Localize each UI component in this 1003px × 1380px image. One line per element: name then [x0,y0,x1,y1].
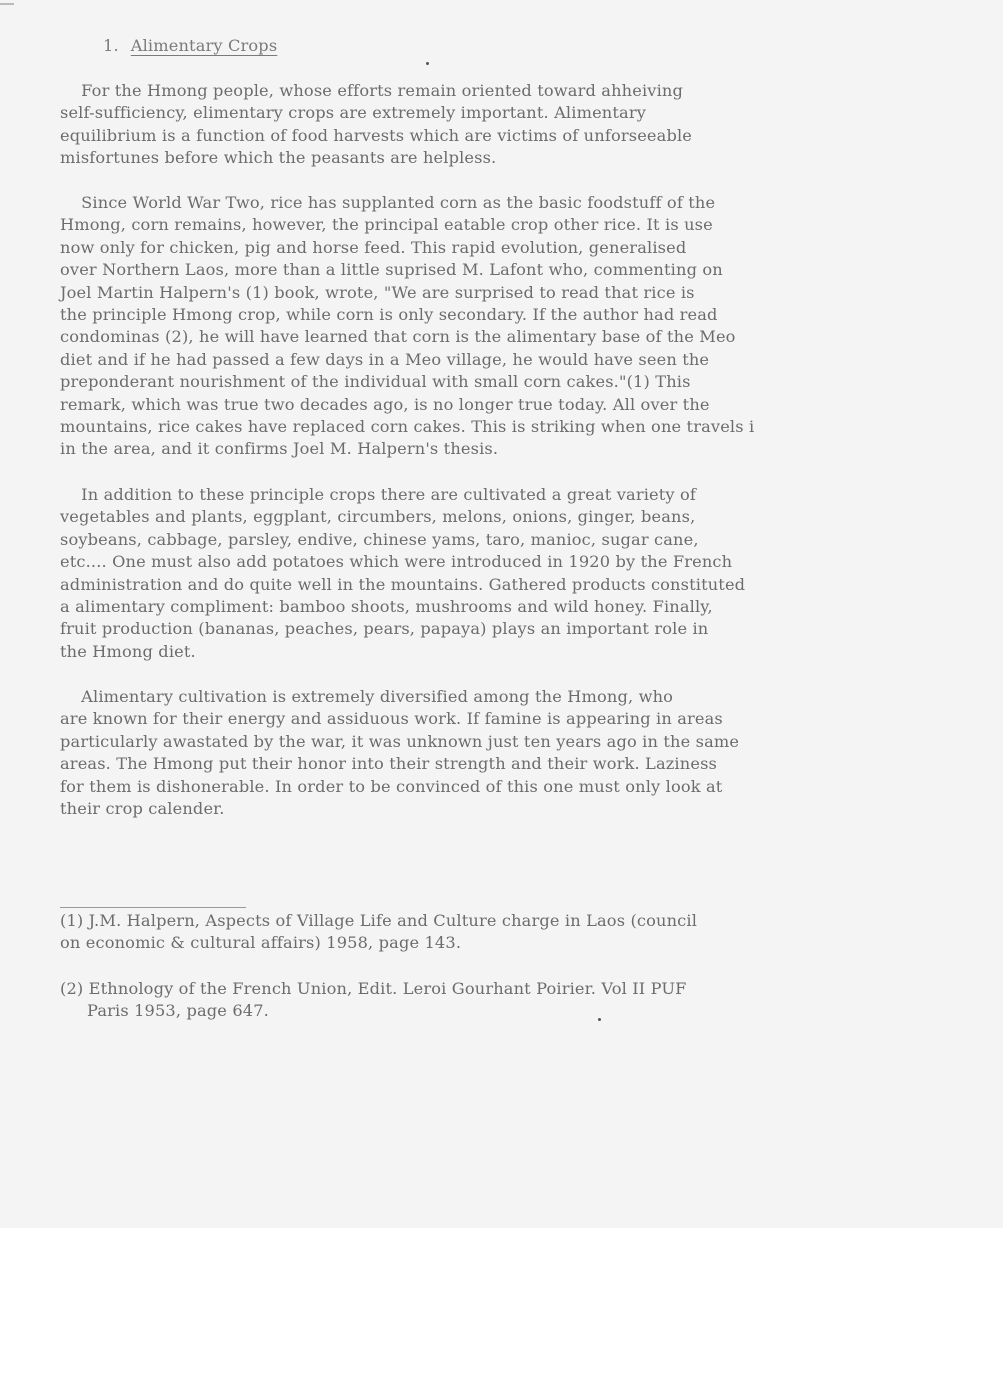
text-line: in the area, and it confirms Joel M. Halpern's thesis. [60,439,499,459]
text-line: vegetables and plants, eggplant, circumbers, melons, onions, ginger, beans, [60,507,696,527]
text-line: remark, which was true two decades ago, is no longer true today. All over the [60,394,710,414]
text-line: are known for their energy and assiduous work. If famine is appearing in areas [60,709,723,729]
footnote-line: Paris 1953, page 647. [87,1001,269,1021]
text-line: the principle Hmong crop, while corn is only secondary. If the author had read [60,305,718,325]
section-heading [103,35,277,57]
scan-speck [426,62,429,65]
footnote-line: (1) J.M. Halpern, Aspects of Village Life and Culture charge in Laos (council [60,911,698,930]
paragraph-3 [60,484,745,663]
text-line: Alimentary cultivation is extremely diversified among the Hmong, who [60,687,674,706]
text-line: particularly awastated by the war, it was unknown just ten years ago in the same [60,731,740,751]
footnote-2 [60,978,687,1023]
text-line: Hmong, corn remains, however, the principal eatable crop other rice. It is use [60,215,713,235]
section-title: Alimentary Crops [130,36,278,55]
text-line: the Hmong diet. [60,641,196,661]
text-line: etc.... One must also add potatoes which were introduced in 1920 by the French [60,552,733,572]
text-line: equilibrium is a function of food harvests which are victims of unforseeable [60,125,693,145]
text-line: self-sufficiency, elimentary crops are extremely important. Alimentary [60,103,647,123]
text-line: a alimentary compliment: bamboo shoots, mushrooms and wild honey. Finally, [60,597,713,617]
text-line: Joel Martin Halpern's (1) book, wrote, "We are surprised to read that rice is [60,282,695,302]
text-line: In addition to these principle crops there are cultivated a great variety of [60,485,697,504]
section-number: 1. [103,36,119,55]
paragraph-1 [60,80,692,170]
scan-speck [598,1018,601,1021]
paragraph-2 [60,192,754,461]
paragraph-4 [60,686,739,820]
text-line: condominas (2), he will have learned that corn is the alimentary base of the Meo [60,327,736,347]
scan-mark [0,3,14,5]
text-line: soybeans, cabbage, parsley, endive, chinese yams, taro, manioc, sugar cane, [60,529,699,549]
footnote-line: on economic & cultural affairs) 1958, page 143. [60,933,462,953]
blank-margin [0,1228,1003,1380]
footnote-line: (2) Ethnology of the French Union, Edit. Leroi Gourhant Poirier. Vol II PUF [60,979,687,998]
text-line: administration and do quite well in the mountains. Gathered products constituted [60,574,746,594]
text-line: their crop calender. [60,799,225,819]
text-line: now only for chicken, pig and horse feed. This rapid evolution, generalised [60,237,687,257]
text-line: For the Hmong people, whose efforts remain oriented toward ahheiving [60,81,684,100]
text-line: areas. The Hmong put their honor into their strength and their work. Laziness [60,754,717,774]
text-line: diet and if he had passed a few days in a Meo village, he would have seen the [60,349,710,369]
text-line: mountains, rice cakes have replaced corn cakes. This is striking when one travels i [60,417,755,437]
text-line: Since World War Two, rice has supplanted corn as the basic foodstuff of the [60,193,716,212]
text-line: misfortunes before which the peasants are helpless. [60,148,497,168]
text-line: over Northern Laos, more than a little suprised M. Lafont who, commenting on [60,260,723,280]
text-line: fruit production (bananas, peaches, pears, papaya) plays an important role in [60,619,709,639]
text-line: preponderant nourishment of the individual with small corn cakes."(1) This [60,372,691,392]
footnote-1 [60,910,697,955]
text-line: for them is dishonerable. In order to be convinced of this one must only look at [60,776,723,796]
footnote-divider [60,907,246,908]
